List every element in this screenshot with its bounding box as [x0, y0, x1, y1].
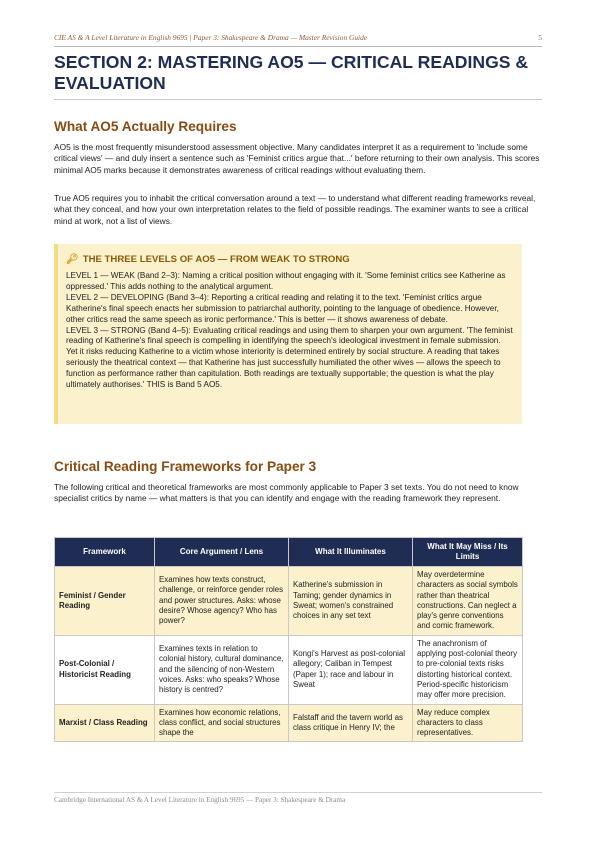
level-3-text: LEVEL 3 — STRONG (Band 4–5): Evaluating critical readings and using them to sharpen your own argument. 'The feminist reading of Katherine's final speech is compelling in identifying the speech's ideological investment in female submission. Yet it risks reducing Katherine to a victim whose interiority is determined entirely by social structure. A reading that takes seriously the theatrical context — that Katherine has just successfully humiliated the other wives — allows the speech to function as performance rather than capitulation. Both readings are textually supportable; the question is what the play ultimately authorises.' THIS is Band 5 AO5.	[66, 325, 513, 390]
ao5-paragraph-1: AO5 is the most frequently misunderstood assessment objective. Many candidates interpret it as a requirement to 'include some critical views' — and duly insert a sentence such as 'Feminist critics argue that...' before returning to their own analysis. This scores minimal AO5 marks because it demonstrates awareness of critical readings without evaluating them.	[54, 142, 540, 175]
key-icon: 🔑︎	[66, 254, 79, 265]
ao5-heading: What AO5 Actually Requires	[54, 119, 237, 134]
lens-cell: Examines how texts construct, challenge, or reinforce gender roles and power structures. Asks: whose desire? Whose agency? Who has power?	[155, 567, 289, 636]
title-divider	[54, 99, 542, 100]
callout-title: THE THREE LEVELS OF AO5 — FROM WEAK TO STRONG	[82, 254, 350, 265]
callout-body	[66, 271, 514, 391]
illuminates-cell: Katherine's submission in Taming; gender dynamics in Sweat; women's constrained choices in any set text	[289, 567, 413, 636]
framework-name-cell: Feminist / Gender Reading	[55, 567, 155, 636]
column-header-framework: Framework	[55, 538, 155, 567]
illuminates-cell: Falstaff and the tavern world as class critique in Henry IV; the	[289, 704, 413, 742]
column-header-illuminates: What It Illuminates	[289, 538, 413, 567]
ao5-levels-callout	[54, 244, 522, 424]
running-title: CIE AS & A Level Literature in English 9695 | Paper 3: Shakespeare & Drama — Master Revision Guide	[54, 33, 368, 42]
table-row	[55, 704, 523, 742]
level-1-text: LEVEL 1 — WEAK (Band 2–3): Naming a critical position without engaging with it. 'Some feminist critics see Katherine as oppressed.' This adds nothing to the analytical argument.	[66, 271, 506, 291]
lens-cell: Examines texts in relation to colonial history, cultural dominance, and the silencing of non-Western voices. Asks: who speaks? Whose history is centred?	[155, 635, 289, 704]
running-header	[54, 33, 542, 42]
level-2-text: LEVEL 2 — DEVELOPING (Band 3–4): Reporting a critical reading and relating it to the text. 'Feminist critics argue Katherine's final speech enacts her submission to patriarchal authority, pointing to the language of obedience. However, other critics read the same speech as ironic performance.' This is better — it shows awareness of debate.	[66, 292, 499, 324]
callout-title-row	[66, 254, 350, 265]
frameworks-table	[54, 537, 523, 742]
frameworks-intro: The following critical and theoretical frameworks are most commonly applicable to Paper 3 set texts. You do not need to know specialist critics by name — what matters is that you can identify and engage with the reading framework they represent.	[54, 482, 519, 504]
column-header-lens: Core Argument / Lens	[155, 538, 289, 567]
limits-cell: May reduce complex characters to class representatives.	[413, 704, 523, 742]
page-number: 5	[538, 33, 542, 42]
framework-name-cell: Post-Colonial / Historicist Reading	[55, 635, 155, 704]
frameworks-heading: Critical Reading Frameworks for Paper 3	[54, 459, 317, 474]
column-header-limits: What It May Miss / Its Limits	[413, 538, 523, 567]
ao5-paragraph-2: True AO5 requires you to inhabit the critical conversation around a text — to understand what different reading frameworks reveal, what they conceal, and how your own interpretation relates to the field of possible readings. The examiner wants to see a critical mind at work, not a list of views.	[54, 193, 536, 226]
table-header-row	[55, 538, 523, 567]
header-divider	[54, 46, 542, 47]
section-title: SECTION 2: MASTERING AO5 — CRITICAL READINGS & EVALUATION	[54, 52, 529, 93]
table-row	[55, 635, 523, 704]
footer-divider	[54, 792, 542, 793]
limits-cell: May overdetermine characters as social symbols rather than theatrical constructions. Can neglect a play's genre conventions and comic framework.	[413, 567, 523, 636]
page-footer: Cambridge International AS & A Level Literature in English 9695 — Paper 3: Shakespeare & Drama	[54, 796, 346, 804]
illuminates-cell: Kongi's Harvest as post-colonial allegory; Caliban in Tempest (Paper 1); race and labour in Sweat	[289, 635, 413, 704]
framework-name-cell: Marxist / Class Reading	[55, 704, 155, 742]
table-row	[55, 567, 523, 636]
limits-cell: The anachronism of applying post-colonial theory to pre-colonial texts risks distorting historical context. Period-specific historicism may offer more precision.	[413, 635, 523, 704]
lens-cell: Examines how economic relations, class conflict, and social structures shape the	[155, 704, 289, 742]
